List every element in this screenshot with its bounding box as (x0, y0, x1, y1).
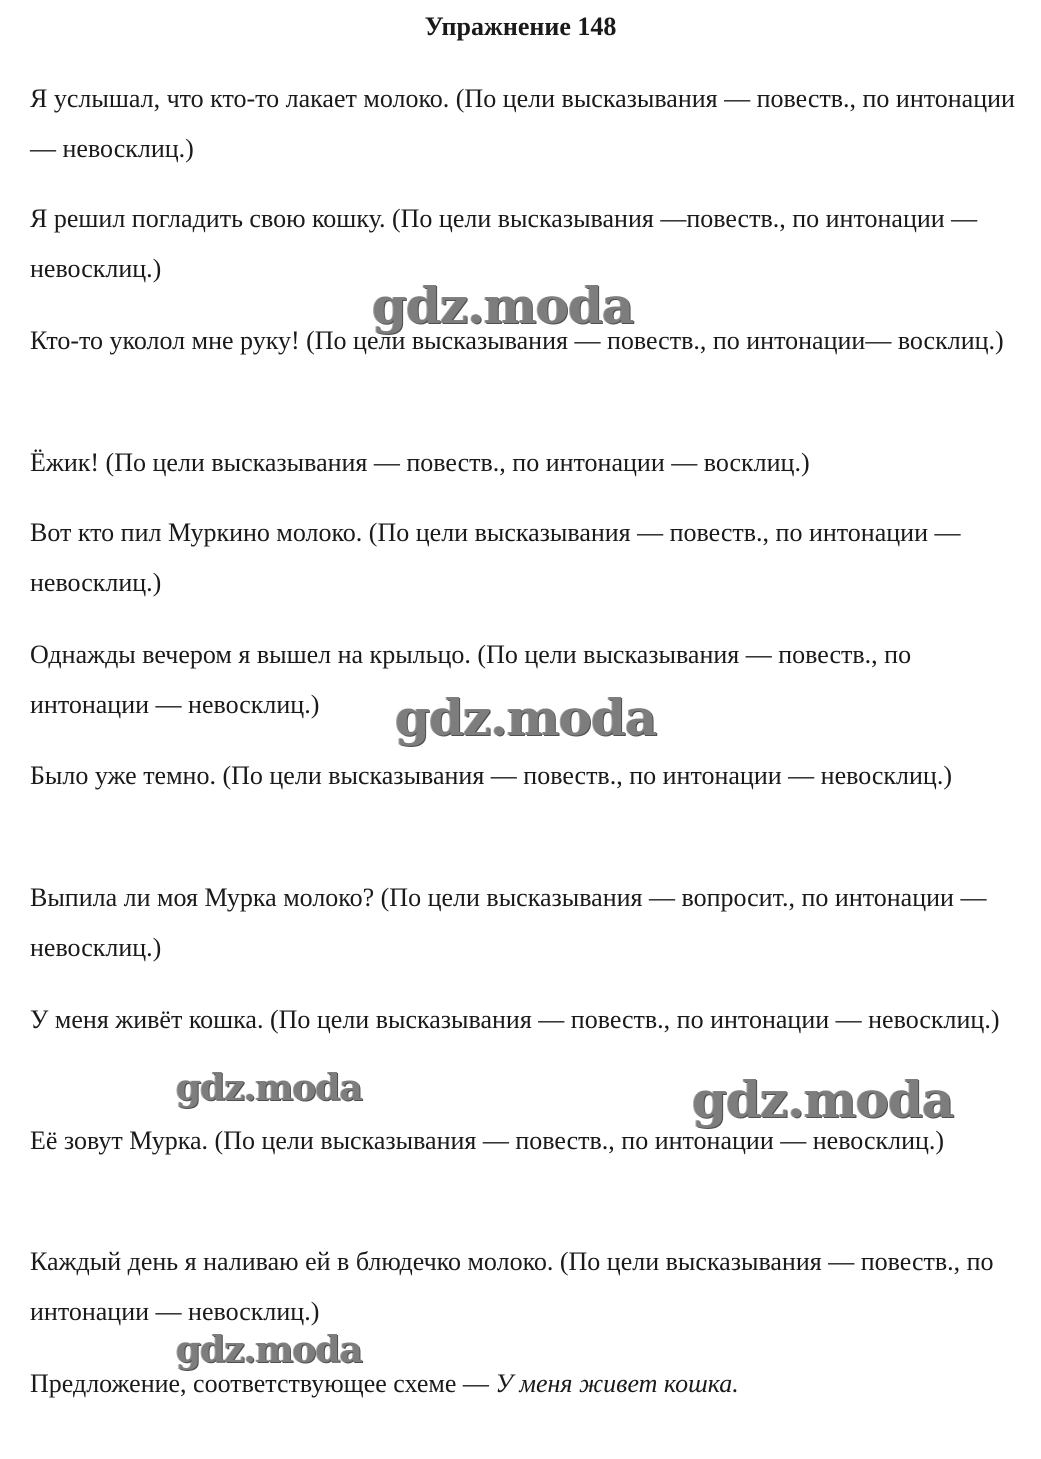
paragraph-2: Я решил погладить свою кошку. (По цели высказывания —повеств., по интонации — невосклиц.) (30, 204, 978, 283)
watermark-logo-2: gdz.moda (395, 688, 657, 747)
final-answer-line (30, 1359, 1015, 1409)
watermark-logo-1: gdz.moda (372, 276, 634, 335)
paragraph-5: Вот кто пил Муркино молоко. (По цели высказывания — повеств., по интонации — невосклиц.) (30, 518, 961, 597)
final-answer-sentence: У меня живет кошка. (495, 1369, 739, 1398)
page-title: Упражнение 148 (424, 12, 617, 41)
paragraph-7: Было уже темно. (По цели высказывания — повеств., по интонации — невосклиц.) (30, 761, 952, 790)
paragraph-9: У меня живёт кошка. (По цели высказывания — повеств., по интонации — невосклиц.) (30, 1005, 1000, 1034)
paragraph-3: Кто-то уколол мне руку! (По цели высказывания — повеств., по интонации— восклиц.) (30, 326, 1004, 355)
paragraph-10: Её зовут Мурка. (По цели высказывания — повеств., по интонации — невосклиц.) (30, 1126, 945, 1155)
paragraph-6: Однажды вечером я вышел на крыльцо. (По цели высказывания — повеств., по интонации — невосклиц.) (30, 640, 912, 719)
paragraph-4: Ёжик! (По цели высказывания — повеств., по интонации — восклиц.) (30, 448, 810, 477)
watermark-logo-4: gdz.moda (692, 1070, 954, 1129)
paragraph-8: Выпила ли моя Мурка молоко? (По цели высказывания — вопросит., по интонации — невосклиц.) (30, 883, 987, 962)
paragraph-11: Каждый день я наливаю ей в блюдечко молоко. (По цели высказывания — повеств., по интонации — невосклиц.) (30, 1247, 994, 1326)
final-answer-prefix: Предложение, соответствующее схеме — (30, 1369, 496, 1398)
paragraph-1: Я услышал, что кто-то лакает молоко. (По цели высказывания — повеств., по интонации — невосклиц.) (30, 84, 1015, 163)
watermark-logo-3: gdz.moda (176, 1067, 362, 1109)
watermark-logo-5: gdz.moda (176, 1329, 362, 1371)
